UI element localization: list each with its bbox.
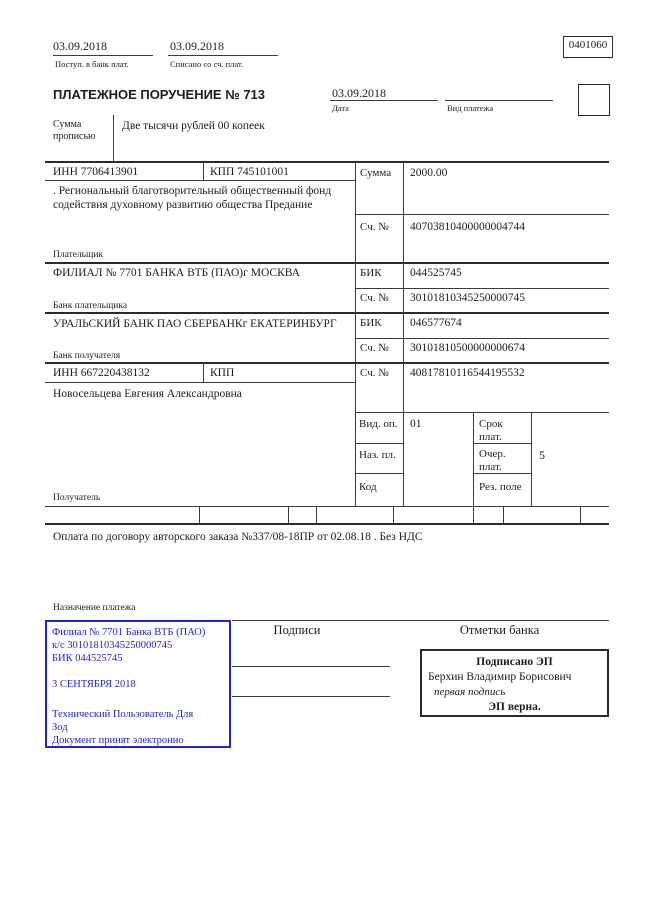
received-date-underline	[53, 55, 153, 56]
payee-account-label: Сч. №	[360, 367, 389, 379]
payee-kpp-label: КПП	[210, 367, 235, 379]
bank-stamp-line: Зод	[52, 722, 68, 733]
table-line	[45, 161, 609, 163]
received-date-label: Поступ. в банк плат.	[55, 59, 129, 69]
form-code-box	[563, 36, 613, 58]
table-line	[45, 382, 355, 383]
table-line	[45, 262, 609, 264]
payee-section-label: Получатель	[53, 493, 101, 503]
esign-validity: ЭП верна.	[488, 701, 541, 713]
table-line	[45, 523, 609, 525]
signature-line	[232, 666, 390, 667]
payer-inn: ИНН 7706413901	[53, 166, 139, 178]
table-line	[45, 180, 355, 181]
table-line	[288, 506, 289, 524]
payment-type-box	[578, 84, 610, 116]
table-line	[355, 161, 356, 507]
payer-bank-bik-label: БИК	[360, 267, 382, 279]
payment-type-underline	[445, 100, 553, 101]
payer-bank-name: ФИЛИАЛ № 7701 БАНКА ВТБ (ПАО)г МОСКВА	[53, 267, 300, 279]
table-line	[203, 362, 204, 383]
amount-words-label: Сумма прописью	[53, 119, 96, 142]
esign-stamp-box	[420, 649, 609, 717]
amount-words-value: Две тысячи рублей 00 копеек	[122, 120, 265, 132]
payer-account: 40703810400000004744	[410, 221, 525, 233]
priority-value: 5	[539, 448, 545, 462]
amount-value: 2000.00	[410, 167, 448, 179]
bank-stamp-line: Документ принят электронно	[52, 735, 184, 746]
received-date: 03.09.2018	[53, 39, 107, 53]
esign-title: Подписано ЭП	[476, 656, 553, 668]
payer-bank-section-label: Банк плательщика	[53, 301, 128, 311]
debited-date-label: Списано со сч. плат.	[170, 59, 244, 69]
payer-kpp: КПП 745101001	[210, 166, 289, 178]
table-line	[580, 506, 581, 524]
payer-section-label: Плательщик	[53, 250, 104, 260]
purpose-text: Оплата по договору авторского заказа №337/08-18ПР от 02.08.18 . Без НДС	[53, 531, 423, 543]
payee-bank-bik: 046577674	[410, 317, 462, 329]
payer-bank-bik: 044525745	[410, 267, 462, 279]
bank-stamp-line: Филиал № 7701 Банка ВТБ (ПАО)	[52, 627, 206, 638]
table-line	[473, 412, 474, 507]
code-label: Код	[359, 481, 377, 493]
bank-stamp-line: Технический Пользователь Для	[52, 709, 194, 720]
table-line	[203, 161, 204, 181]
table-line	[355, 473, 403, 474]
table-line	[355, 338, 609, 339]
payment-type-label: Вид платежа	[447, 103, 494, 113]
table-line	[355, 443, 403, 444]
document-date: 03.09.2018	[332, 86, 386, 100]
amount-label: Сумма	[360, 167, 392, 179]
payer-bank-account: 30101810345250000745	[410, 292, 525, 304]
payer-account-label: Сч. №	[360, 221, 389, 233]
due-date-label: Срок плат.	[479, 418, 503, 444]
debited-date-underline	[168, 55, 278, 56]
signature-line	[232, 696, 390, 697]
table-line	[355, 214, 609, 215]
table-line	[45, 362, 609, 364]
payer-name: . Региональный благотворительный общественный фонд содействия духовному развитию общества Предание	[53, 185, 332, 211]
bank-marks-title: Отметки банка	[459, 623, 540, 637]
date-label: Дата	[332, 103, 349, 113]
signatures-title: Подписи	[273, 623, 321, 637]
op-type-label: Вид. оп.	[359, 418, 398, 430]
table-line	[503, 506, 504, 524]
payee-bank-account: 30101810500000000674	[410, 342, 525, 354]
signature-area-top-line	[232, 620, 609, 621]
bank-stamp-line: к/с 30101810345250000745	[52, 640, 173, 651]
esign-signer: Берхин Владимир Борисович	[428, 671, 572, 683]
esign-signature-type: первая подпись	[434, 686, 506, 698]
bank-stamp-line: БИК 044525745	[52, 653, 123, 664]
bank-stamp-box	[45, 620, 231, 748]
debited-date: 03.09.2018	[170, 39, 224, 53]
priority-label: Очер. плат.	[479, 448, 506, 474]
payee-inn: ИНН 667220438132	[53, 367, 150, 379]
table-line	[45, 506, 609, 507]
table-line	[403, 161, 404, 507]
payee-account: 40817810116544195532	[410, 367, 525, 379]
purpose-code-label: Наз. пл.	[359, 449, 396, 461]
table-line	[199, 506, 200, 524]
table-line	[355, 412, 609, 413]
amount-words-divider	[113, 115, 114, 161]
table-line	[473, 506, 474, 524]
payee-name: Новосельцева Евгения Александровна	[53, 388, 242, 400]
table-line	[355, 288, 609, 289]
payee-bank-name: УРАЛЬСКИЙ БАНК ПАО СБЕРБАНКг ЕКАТЕРИНБУРГ	[53, 318, 337, 330]
table-line	[531, 412, 532, 507]
table-line	[316, 506, 317, 524]
payer-bank-account-label: Сч. №	[360, 292, 389, 304]
document-title: ПЛАТЕЖНОЕ ПОРУЧЕНИЕ № 713	[53, 87, 266, 102]
op-type-value: 01	[410, 418, 422, 430]
payee-bank-account-label: Сч. №	[360, 342, 389, 354]
payee-bank-bik-label: БИК	[360, 317, 382, 329]
table-line	[393, 506, 394, 524]
purpose-section-label: Назначение платежа	[53, 603, 136, 613]
payee-bank-section-label: Банк получателя	[53, 351, 121, 361]
form-code: 0401060	[568, 39, 608, 51]
table-line	[45, 312, 609, 314]
bank-stamp-date: 3 СЕНТЯБРЯ 2018	[52, 679, 136, 690]
date-underline	[330, 100, 438, 101]
reserve-label: Рез. поле	[479, 481, 522, 493]
